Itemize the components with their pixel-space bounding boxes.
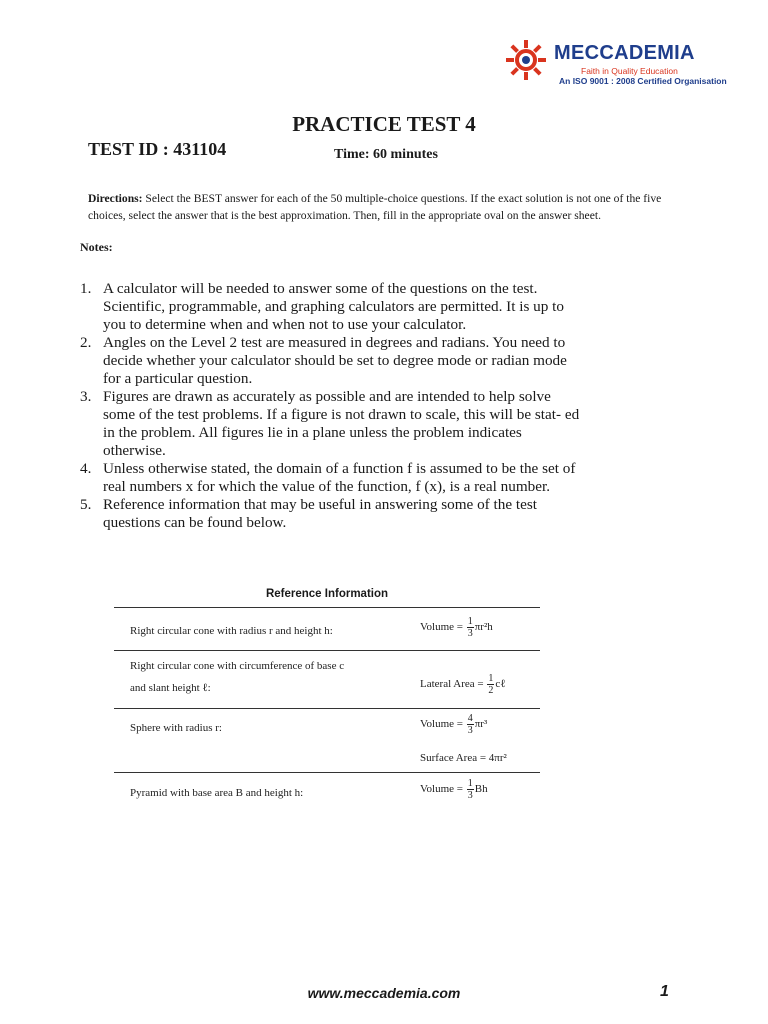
ref-row1-description: Right circular cone with radius r and height h: xyxy=(130,625,333,637)
logo-certification: An ISO 9001 : 2008 Certified Organisation xyxy=(559,76,727,86)
note-item xyxy=(80,496,580,532)
page-title: PRACTICE TEST 4 xyxy=(292,112,476,136)
ref-row3-surface-area: Surface Area = 4πr² xyxy=(420,752,507,764)
ref-row1-formula xyxy=(420,616,493,639)
reference-title: Reference Information xyxy=(265,588,389,600)
logo-brand-name: MECCADEMIA xyxy=(554,42,695,64)
note-text: Angles on the Level 2 test are measured in degrees and radians. You need to decide whether your calculator should be set to degree mode or radian mode for a particular question. xyxy=(103,334,567,387)
meccademia-logo xyxy=(504,38,727,94)
notes-heading: Notes: xyxy=(80,240,113,254)
formula-label: Lateral Area = xyxy=(420,678,484,691)
note-text: Reference information that may be useful in answering some of the test questions can be found below. xyxy=(103,496,537,531)
note-item xyxy=(80,334,580,388)
gear-logo-icon xyxy=(504,38,548,82)
formula-tail: cℓ xyxy=(495,678,506,691)
time-limit: Time: 60 minutes xyxy=(334,147,438,162)
fraction-numerator: 1 xyxy=(467,616,473,627)
fraction xyxy=(467,713,474,736)
note-item xyxy=(80,460,580,496)
logo-tagline: Faith in Quality Education xyxy=(581,66,678,76)
notes-list xyxy=(80,280,580,532)
formula-label: Volume = xyxy=(420,621,463,634)
footer-website: www.meccademia.com xyxy=(307,985,461,1001)
fraction-denominator: 3 xyxy=(467,725,473,736)
note-number: 1. xyxy=(80,280,92,297)
note-item xyxy=(80,280,580,334)
directions-text: Select the BEST answer for each of the 50 multiple-choice questions. If the exact solution is not one of the five choices, select the answer that is the best approximation. Then, fill in the appropriate oval on the answer sheet. xyxy=(88,192,662,222)
ref-row3-formula xyxy=(420,713,487,736)
table-rule xyxy=(114,607,540,608)
fraction xyxy=(487,673,494,696)
ref-row2-description-line2: and slant height ℓ: xyxy=(130,682,211,694)
note-number: 3. xyxy=(80,388,92,405)
fraction xyxy=(467,616,474,639)
fraction-numerator: 1 xyxy=(488,673,494,684)
fraction-denominator: 2 xyxy=(488,685,494,696)
table-rule xyxy=(114,650,540,651)
formula-label: Volume = xyxy=(420,783,463,796)
note-item xyxy=(80,388,580,460)
test-id: TEST ID : 431104 xyxy=(88,139,227,159)
note-number: 4. xyxy=(80,460,92,477)
formula-tail: Bh xyxy=(474,783,488,796)
formula-tail: πr³ xyxy=(474,718,488,731)
ref-row2-formula xyxy=(420,673,506,696)
ref-row4-formula xyxy=(420,778,488,801)
fraction-numerator: 4 xyxy=(467,713,473,724)
fraction-denominator: 3 xyxy=(467,790,473,801)
directions-paragraph xyxy=(88,190,698,224)
note-text: Unless otherwise stated, the domain of a function f is assumed to be the set of real numbers x for which the value of the function, f (x), is a real number. xyxy=(103,460,576,495)
formula-tail: πr²h xyxy=(474,621,493,634)
fraction-denominator: 3 xyxy=(467,628,473,639)
table-rule xyxy=(114,772,540,773)
note-text: A calculator will be needed to answer some of the questions on the test. Scientific, programmable, and graphing calculators are permitted. It is up to you to determine when and when not to use your calculator. xyxy=(103,280,564,333)
fraction xyxy=(467,778,474,801)
directions-label: Directions: xyxy=(88,192,143,205)
page-number: 1 xyxy=(660,983,669,1000)
fraction-numerator: 1 xyxy=(467,778,473,789)
ref-row2-description-line1: Right circular cone with circumference of base c xyxy=(130,660,345,672)
note-number: 2. xyxy=(80,334,92,351)
note-number: 5. xyxy=(80,496,92,513)
formula-label: Volume = xyxy=(420,718,463,731)
note-text: Figures are drawn as accurately as possible and are intended to help solve some of the test problems. If a figure is not drawn to scale, this will be stat- ed in the problem. All figures lie in a plane unless the problem indicates otherwise. xyxy=(103,388,580,459)
ref-row3-description: Sphere with radius r: xyxy=(130,722,222,734)
ref-row4-description: Pyramid with base area B and height h: xyxy=(130,787,304,799)
table-rule xyxy=(114,708,540,709)
